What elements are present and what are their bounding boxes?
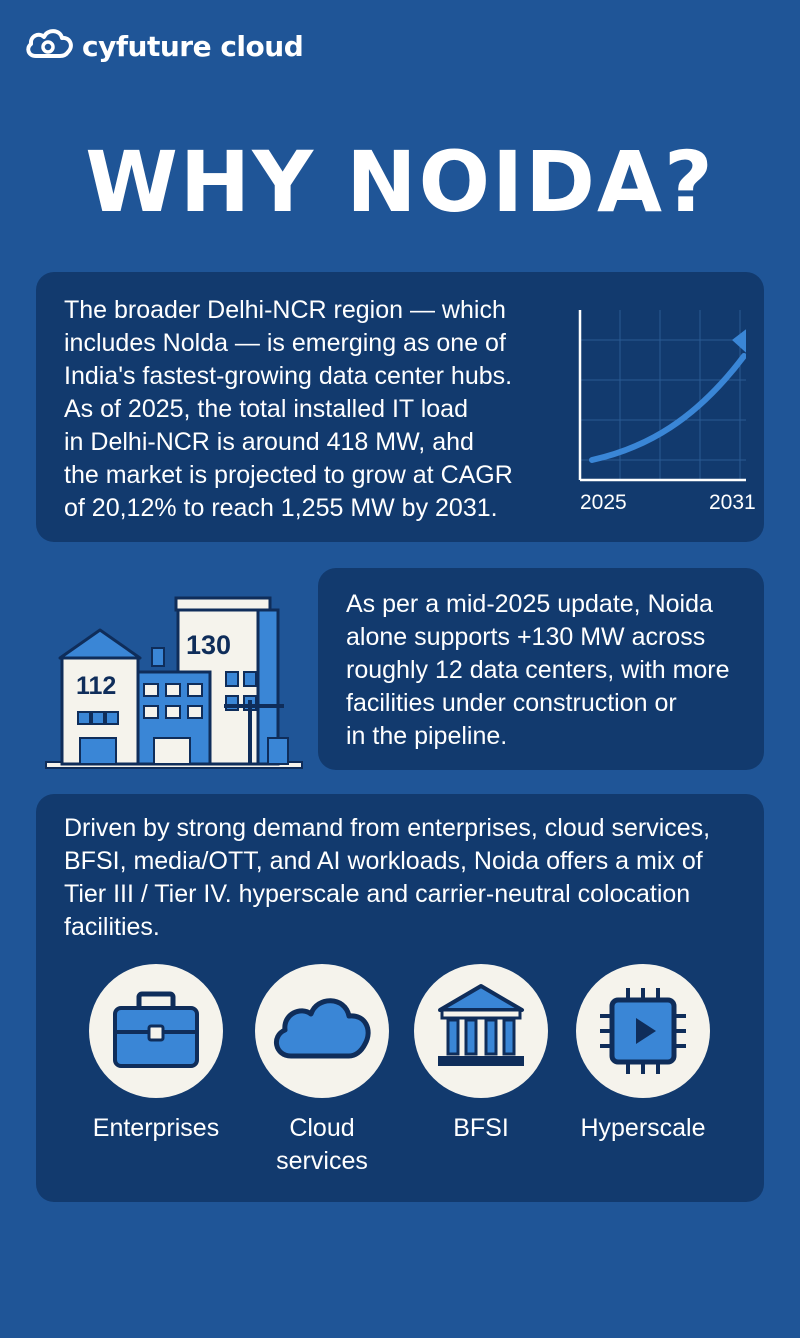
building-label: 112: [76, 672, 117, 700]
capacity-card: [318, 568, 764, 770]
x-tick-label: 2031: [709, 491, 756, 514]
demand-text-line: Tier III / Tier IV. hyperscale and carrier-neutral colocation: [64, 880, 691, 908]
cloud-logo-icon: [24, 26, 76, 67]
buildings-illustration: [44, 588, 306, 774]
demand-text-line: BFSI, media/OTT, and AI workloads, Noida offers a mix of: [64, 847, 703, 875]
arrow-head-icon: [732, 320, 746, 358]
demand-text-line: facilities.: [64, 913, 160, 941]
brand-logo[interactable]: [24, 26, 303, 67]
cloud-icon: [255, 964, 389, 1098]
segment-label: [242, 1112, 402, 1178]
growth-text-line: of 20,12% to reach 1,255 MW by 2031.: [64, 494, 498, 522]
segment-enterprises: [89, 964, 223, 1098]
growth-chart: [536, 300, 756, 530]
growth-text-line: As of 2025, the total installed IT load: [64, 395, 468, 423]
growth-chart-plot: [536, 300, 746, 495]
page-title: WHY NOIDA?: [85, 133, 715, 231]
briefcase-icon: [89, 964, 223, 1098]
x-tick-label: 2025: [580, 491, 627, 514]
segment-label-line: services: [276, 1147, 368, 1175]
chip-icon: [576, 964, 710, 1098]
building-label: 130: [186, 630, 232, 660]
demand-card: [36, 794, 764, 1202]
capacity-text-line: in the pipeline.: [346, 722, 508, 750]
growth-text-line: the market is projected to grow at CAGR: [64, 461, 513, 489]
capacity-text: [346, 588, 756, 753]
growth-card: [36, 272, 764, 542]
capacity-text-line: alone supports +130 MW across: [346, 623, 706, 651]
growth-text-line: includes Nolda — is emerging as one of: [64, 329, 506, 357]
segment-hyperscale: [576, 964, 710, 1098]
segment-label: BFSI: [453, 1114, 509, 1142]
growth-text-line: The broader Delhi-NCR region — which: [64, 296, 506, 324]
growth-text-line: India's fastest-growing data center hubs.: [64, 362, 513, 390]
demand-text: [64, 812, 744, 944]
segment-cloud-services: [255, 964, 389, 1098]
capacity-text-line: facilities under construction or: [346, 689, 677, 717]
segment-label: Enterprises: [92, 1114, 220, 1142]
capacity-text-line: As per a mid-2025 update, Noida: [346, 590, 713, 618]
brand-name: cyfuture cloud: [82, 30, 304, 63]
growth-text: [64, 294, 534, 525]
growth-text-line: in Delhi-NCR is around 418 MW, ahd: [64, 428, 474, 456]
segment-bfsi: [414, 964, 548, 1098]
segment-label-line: Cloud: [289, 1114, 355, 1142]
segment-label: Hyperscale: [580, 1114, 706, 1142]
bank-icon: [414, 964, 548, 1098]
capacity-text-line: roughly 12 data centers, with more: [346, 656, 730, 684]
growth-trend-line: [592, 356, 744, 460]
demand-text-line: Driven by strong demand from enterprises, cloud services,: [64, 814, 711, 842]
